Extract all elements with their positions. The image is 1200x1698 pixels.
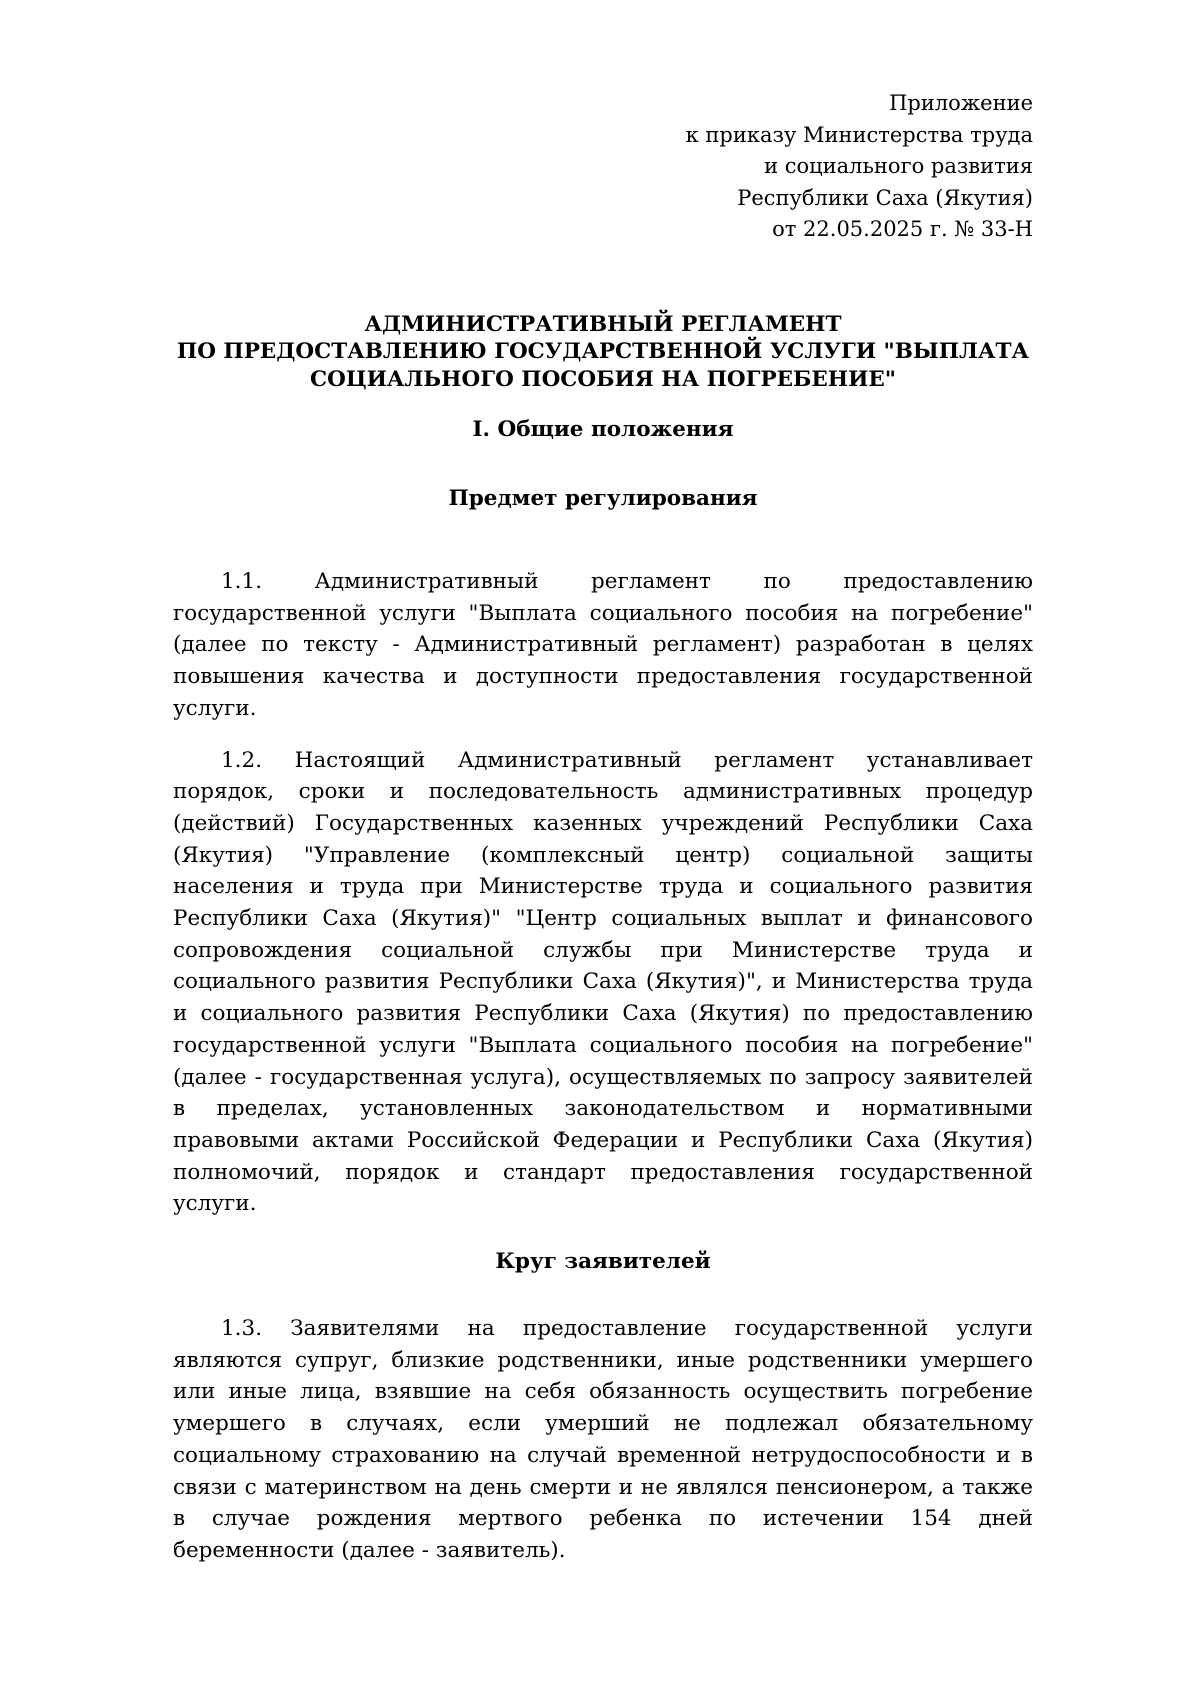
section-heading: I. Общие положения <box>472 417 734 442</box>
paragraph-1-3: 1.3. Заявителями на предоставление государственной услуги являются супруг, близкие родственники, иные родственники умершего или иные лица, взявшие на себя обязанность осуществить погребение умершего в случаях, если умерший не подлежал обязательному социальному страхованию на случай временной нетрудоспособности и в связи с материнством на день смерти и не являлся пенсионером, а также в случае рождения мертвого ребенка по истечении 154 дней беременности (далее - заявитель). <box>173 1316 1033 1563</box>
document-title-line: СОЦИАЛЬНОГО ПОСОБИЯ НА ПОГРЕБЕНИЕ" <box>309 366 896 392</box>
document-title-line: АДМИНИСТРАТИВНЫЙ РЕГЛАМЕНТ <box>364 311 842 337</box>
appendix-line: к приказу Министерства труда <box>685 122 1033 147</box>
paragraph-1-2: 1.2. Настоящий Административный регламент устанавливает порядок, сроки и последовательность административных процедур (действий) Государственных казенных учреждений Республики Саха (Якутия) "Управление (комплексный центр) социальной защиты населения и труда при Министерстве труда и социального развития Республики Саха (Якутия)" "Центр социальных выплат и финансового сопровождения социальной службы при Министерстве труда и социального развития Республики Саха (Якутия)", и Министерства труда и социального развития Республики Саха (Якутия) по предоставлению государственной услуги "Выплата социального пособия на погребение" (далее - государственная услуга), осуществляемых по запросу заявителей в пределах, установленных законодательством и нормативными правовыми актами Российской Федерации и Республики Саха (Якутия) полномочий, порядок и стандарт предоставления государственной услуги. <box>173 747 1033 1217</box>
appendix-line: Республики Саха (Якутия) <box>737 185 1033 210</box>
paragraph-1-1: 1.1. Административный регламент по предоставлению государственной услуги "Выплата социального пособия на погребение" (далее по тексту - Административный регламент) разработан в целях повышения качества и доступности предоставления государственной услуги. <box>173 569 1033 721</box>
page-content <box>173 88 1033 1567</box>
document-title <box>173 311 1033 394</box>
subsection-heading-subject: Предмет регулирования <box>448 486 758 511</box>
appendix-block <box>173 88 1033 246</box>
subsection-heading-applicants: Круг заявителей <box>495 1249 711 1275</box>
appendix-line: Приложение <box>889 91 1033 115</box>
appendix-order-date: от 22.05.2025 г. № 33-Н <box>772 217 1033 241</box>
document-title-line: ПО ПРЕДОСТАВЛЕНИЮ ГОСУДАРСТВЕННОЙ УСЛУГИ "ВЫПЛАТА <box>176 339 1030 364</box>
appendix-line: и социального развития <box>764 154 1033 178</box>
